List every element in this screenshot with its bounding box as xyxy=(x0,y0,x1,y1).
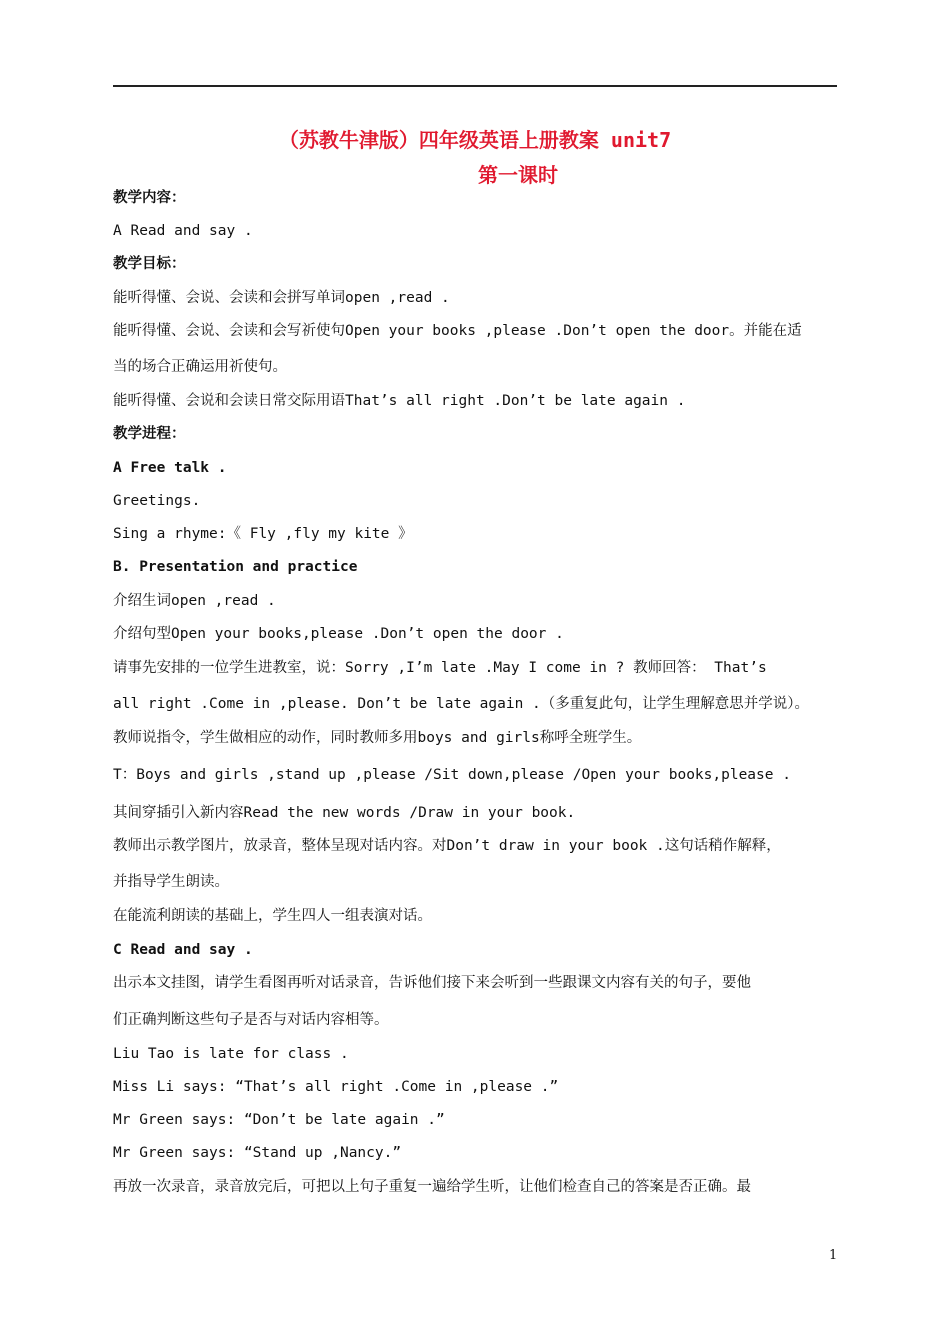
heading-process: 教学进程： xyxy=(113,426,186,442)
text-line: 在能流利朗读的基础上，学生四人一组表演对话。 xyxy=(113,908,432,924)
text-line: Greetings. xyxy=(113,493,201,509)
document-title: （苏教牛津版）四年级英语上册教案 unit7 xyxy=(278,128,672,152)
text-line: A Read and say . xyxy=(113,223,253,239)
text-line: Miss Li says: “That’s all right .Come in ,please .” xyxy=(113,1079,559,1095)
page-number: 1 xyxy=(829,1248,838,1263)
text-line: all right .Come in ,please. Don’t be late again .（多重复此句，让学生理解意思并学说）。 xyxy=(113,696,810,712)
text-line: 介绍生词open ,read . xyxy=(113,593,276,609)
text-line: 并指导学生朗读。 xyxy=(113,874,229,890)
heading-content: 教学内容： xyxy=(113,190,186,206)
text-line: 教师出示教学图片，放录音，整体呈现对话内容。对Don’t draw in your book .这句话稍作解释， xyxy=(113,838,781,854)
section-heading-a: A Free talk . xyxy=(113,460,227,476)
text-line: 出示本文挂图，请学生看图再听对话录音，告诉他们接下来会听到一些跟课文内容有关的句子，要他 xyxy=(113,975,751,991)
text-line: Mr Green says: “Don’t be late again .” xyxy=(113,1112,445,1128)
document-subtitle: 第一课时 xyxy=(478,163,558,187)
text-line: Liu Tao is late for class . xyxy=(113,1046,349,1062)
text-line: 能听得懂、会说和会读日常交际用语That’s all right .Don’t be late again . xyxy=(113,393,686,409)
text-line: 其间穿插引入新内容Read the new words /Draw in your book. xyxy=(113,805,576,821)
section-heading-b: B. Presentation and practice xyxy=(113,559,358,575)
text-line: Mr Green says: “Stand up ,Nancy.” xyxy=(113,1145,402,1161)
section-heading-c: C Read and say . xyxy=(113,942,253,958)
text-line: 请事先安排的一位学生进教室，说：Sorry ,I’m late .May I come in ? 教师回答： That’s xyxy=(113,660,767,676)
text-line: 能听得懂、会说、会读和会拼写单词open ,read . xyxy=(113,290,450,306)
text-line: 教师说指令，学生做相应的动作，同时教师多用boys and girls称呼全班学生。 xyxy=(113,730,642,746)
text-line: 当的场合正确运用祈使句。 xyxy=(113,359,287,375)
text-line: 们正确判断这些句子是否与对话内容相等。 xyxy=(113,1012,389,1028)
text-line: T：Boys and girls ,stand up ,please /Sit down,please /Open your books,please . xyxy=(113,767,791,783)
header-rule xyxy=(113,85,837,87)
heading-objectives: 教学目标： xyxy=(113,256,186,272)
text-line: 再放一次录音，录音放完后，可把以上句子重复一遍给学生听，让他们检查自己的答案是否正确。最 xyxy=(113,1179,751,1195)
text-line: 介绍句型Open your books,please .Don’t open the door . xyxy=(113,626,564,642)
text-line: Sing a rhyme:《 Fly ,fly my kite 》 xyxy=(113,526,413,542)
text-line: 能听得懂、会说、会读和会写祈使句Open your books ,please .Don’t open the door。并能在适 xyxy=(113,323,802,339)
